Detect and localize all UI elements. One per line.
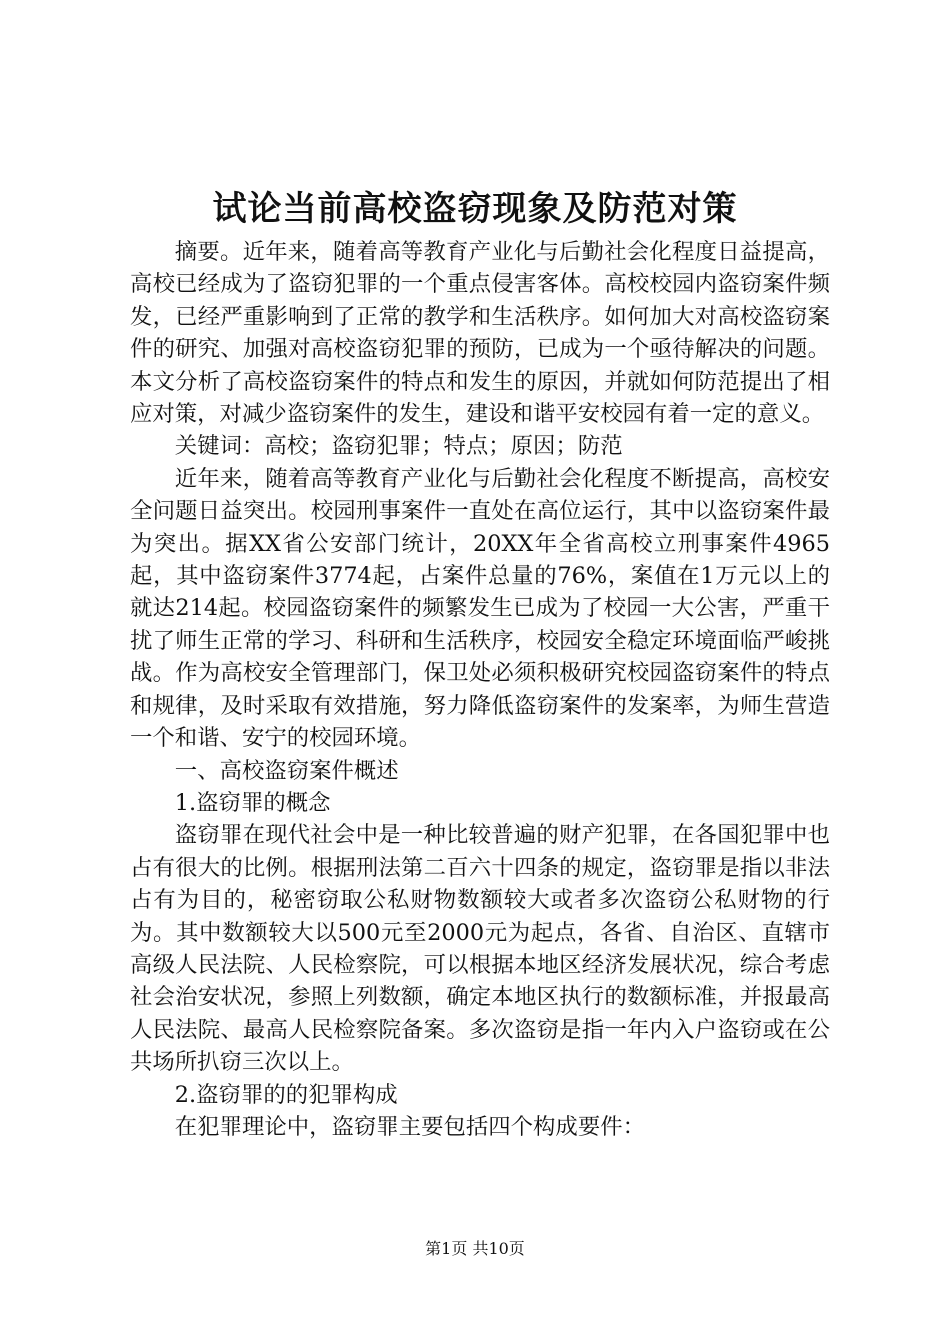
subsection-heading: 2.盗窃罪的的犯罪构成 [174,1081,398,1108]
abstract-paragraph: 摘要。近年来，随着高等教育产业化与后勤社会化程度日益提高，高校已经成为了盗窃犯罪的一个重点侵害客体。高校校园内盗窃案件频发，已经严重影响到了正常的教学和生活秩序。如何加大对高校盗窃案件的研究、加强对高校盗窃犯罪的预防，已成为一个亟待解决的问题。本文分析了高校盗窃案件的特点和发生的原因，并就如何防范提出了相应对策，对减少盗窃案件的发生，建设和谐平安校园有着一定的意义。 [130,239,830,428]
subsection-heading: 1.盗窃罪的概念 [174,789,331,816]
body-paragraph: 在犯罪理论中，盗窃罪主要包括四个构成要件： [174,1113,645,1140]
document-title: 试论当前高校盗窃现象及防范对策 [212,189,738,229]
page-number-footer: 第1页 共10页 [425,1239,525,1258]
section-heading: 一、高校盗窃案件概述 [174,757,399,784]
keywords-paragraph: 关键词：高校；盗窃犯罪；特点；原因；防范 [174,433,623,460]
body-paragraph: 盗窃罪在现代社会中是一种比较普遍的财产犯罪，在各国犯罪中也占有很大的比例。根据刑法第二百六十四条的规定，盗窃罪是指以非法占有为目的，秘密窃取公私财物数额较大或者多次盗窃公私财物的行为。其中数额较大以500元至2000元为起点，各省、自治区、直辖市高级人民法院、人民检察院，可以根据本地区经济发展状况，综合考虑社会治安状况，参照上列数额，确定本地区执行的数额标准，并报最高人民法院、最高人民检察院备案。多次盗窃是指一年内入户盗窃或在公共场所扒窃三次以上。 [130,822,830,1076]
document-body [130,236,830,1143]
intro-paragraph: 近年来，随着高等教育产业化与后勤社会化程度不断提高，高校安全问题日益突出。校园刑事案件一直处在高位运行，其中以盗窃案件最为突出。据XX省公安部门统计，20XX年全省高校立刑事案件4965起，其中盗窃案件3774起，占案件总量的76%，案值在1万元以上的就达214起。校园盗窃案件的频繁发生已成为了校园一大公害，严重干扰了师生正常的学习、科研和生活秩序，校园安全稳定环境面临严峻挑战。作为高校安全管理部门，保卫处必须积极研究校园盗窃案件的特点和规律，及时采取有效措施，努力降低盗窃案件的发案率，为师生营造一个和谐、安宁的校园环境。 [130,465,830,752]
